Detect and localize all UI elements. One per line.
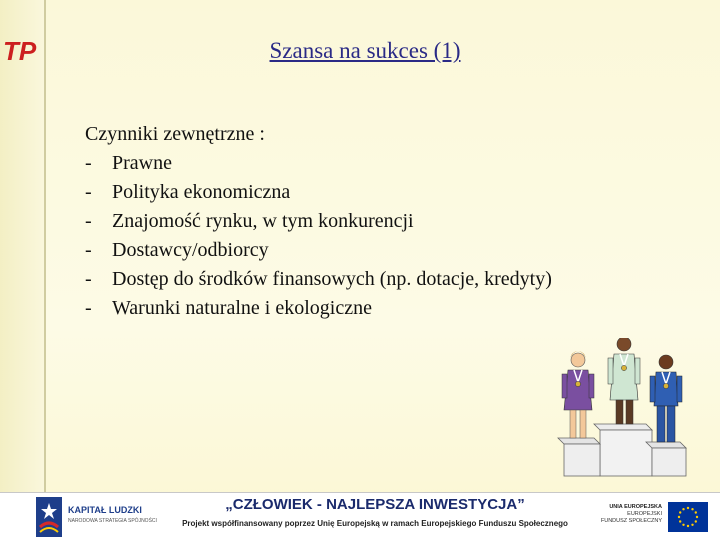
dash: -	[85, 181, 92, 203]
content-heading: Czynniki zewnętrzne :	[85, 123, 265, 145]
list-item-text: Warunki naturalne i ekologiczne	[112, 297, 372, 319]
left-frame-divider	[44, 0, 46, 492]
kapital-ludzki-title: KAPITAŁ LUDZKI	[68, 505, 142, 515]
dash: -	[85, 239, 92, 261]
list-item	[85, 207, 552, 236]
list-item	[85, 236, 552, 265]
list-item	[85, 178, 552, 207]
dash: -	[85, 152, 92, 174]
list-item	[85, 149, 552, 178]
list-item-text: Znajomość rynku, w tym konkurencji	[112, 210, 414, 232]
eu-label-line3: FUNDUSZ SPOŁECZNY	[600, 518, 662, 524]
eu-label	[600, 504, 662, 525]
dash: -	[85, 268, 92, 290]
eu-flag-icon	[668, 502, 708, 532]
left-frame	[0, 0, 45, 492]
footer-project-text: Projekt współfinansowany poprzez Unię Europejską w ramach Europejskiego Funduszu Społecznego	[182, 519, 568, 528]
podium-illustration	[548, 338, 692, 478]
kapital-ludzki-subtitle: NARODOWA STRATEGIA SPÓJNOŚCI	[68, 518, 157, 524]
kapital-ludzki-logo-icon	[36, 497, 62, 537]
list-item	[85, 265, 552, 294]
eu-label-line1: UNIA EUROPEJSKA	[609, 504, 662, 510]
dash: -	[85, 210, 92, 232]
list-item-text: Prawne	[112, 152, 172, 174]
tp-logo-text: TP	[3, 36, 37, 66]
content-list	[85, 120, 552, 323]
list-item-text: Dostawcy/odbiorcy	[112, 239, 269, 261]
list-item-text: Polityka ekonomiczna	[112, 181, 291, 203]
dash: -	[85, 297, 92, 319]
list-item	[85, 294, 552, 323]
slide-title: Szansa na sukces (1)	[269, 38, 461, 63]
footer-motto: „CZŁOWIEK - NAJLEPSZA INWESTYCJA”	[225, 496, 525, 513]
eu-label-line2: EUROPEJSKI	[627, 511, 662, 517]
list-item-text: Dostęp do środków finansowych (np. dotacje, kredyty)	[112, 268, 552, 290]
